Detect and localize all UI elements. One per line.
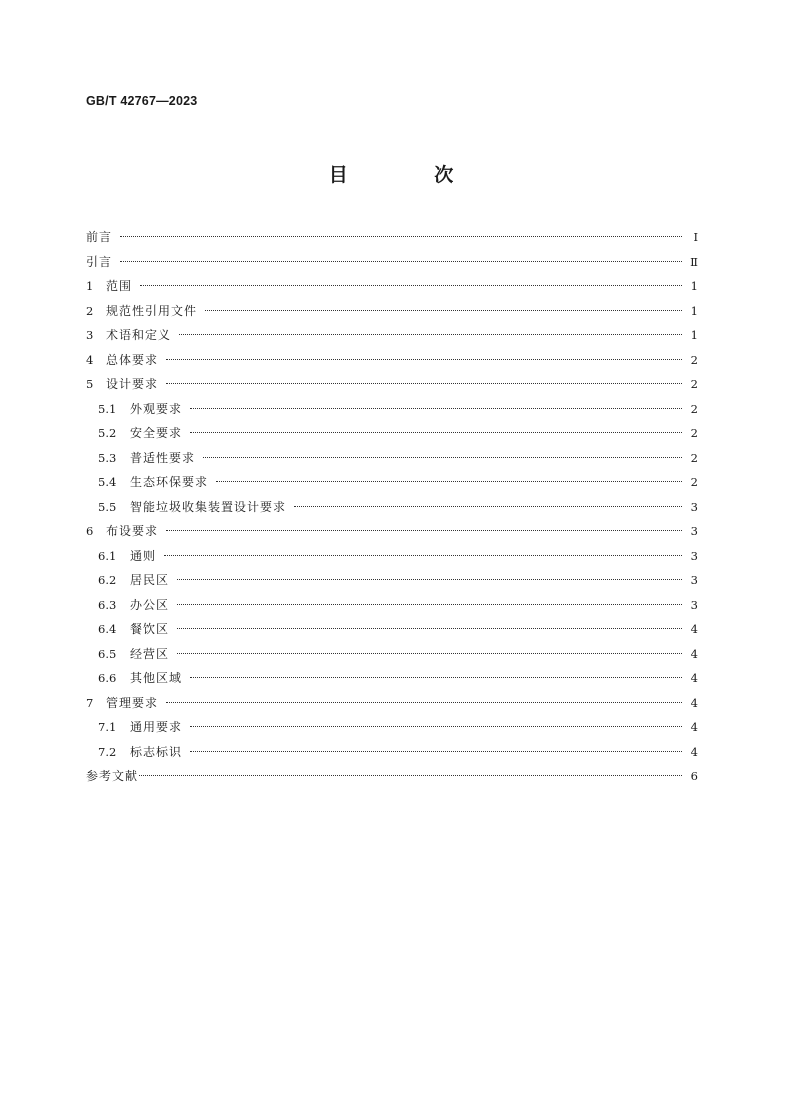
- toc-entry-6-2[interactable]: [86, 571, 698, 596]
- toc-entry-page: 2: [690, 475, 698, 489]
- toc-entry-page: 1: [690, 279, 698, 293]
- toc-entry-page: 4: [690, 646, 698, 661]
- dot-leader: [294, 506, 682, 507]
- toc-entry-page: 4: [690, 695, 698, 710]
- toc-entry-label: 规范性引用文件: [106, 303, 198, 318]
- toc-entry-6-1[interactable]: [86, 547, 698, 572]
- dot-leader: [120, 236, 682, 237]
- table-of-contents: [86, 228, 698, 792]
- toc-entry-number: 5: [86, 377, 94, 391]
- toc-entry-bibliography[interactable]: [86, 767, 698, 792]
- toc-entry-number: 6.3: [98, 597, 117, 612]
- dot-leader: [177, 579, 682, 580]
- toc-entry-5-3[interactable]: [86, 449, 698, 474]
- toc-entry-page: 2: [690, 352, 698, 367]
- toc-entry-page: 2: [690, 450, 698, 465]
- toc-entry-label: 管理要求: [106, 695, 159, 710]
- toc-entry-label: 生态环保要求: [130, 475, 209, 489]
- dot-leader: [120, 261, 682, 262]
- toc-entry-page: 3: [690, 597, 698, 612]
- toc-entry-number: 4: [86, 352, 94, 367]
- toc-entry-label: 经营区: [130, 646, 170, 661]
- toc-entry-label: 安全要求: [130, 426, 183, 440]
- toc-entry-label: 外观要求: [130, 401, 183, 416]
- toc-entry-number: 3: [86, 328, 94, 342]
- toc-entry-5[interactable]: [86, 375, 698, 400]
- dot-leader: [177, 653, 682, 654]
- toc-entry-number: 7.2: [98, 744, 117, 759]
- toc-entry-page: 3: [690, 499, 698, 514]
- toc-entry-introduction[interactable]: [86, 253, 698, 278]
- toc-entry-page: 4: [690, 622, 698, 636]
- dot-leader: [166, 530, 682, 531]
- dot-leader: [139, 775, 682, 776]
- dot-leader: [164, 555, 682, 556]
- toc-entry-label: 智能垃圾收集装置设计要求: [130, 499, 287, 514]
- toc-entry-6[interactable]: [86, 522, 698, 547]
- dot-leader: [203, 457, 682, 458]
- toc-entry-label: 餐饮区: [130, 622, 170, 636]
- toc-entry-3[interactable]: [86, 326, 698, 351]
- dot-leader: [216, 481, 682, 482]
- toc-entry-label: 居民区: [130, 573, 170, 587]
- toc-entry-number: 5.3: [98, 450, 117, 465]
- toc-entry-number: 5.2: [98, 426, 117, 440]
- toc-entry-label: 参考文献: [86, 769, 139, 783]
- toc-entry-number: 5.5: [98, 499, 117, 514]
- toc-entry-5-1[interactable]: [86, 400, 698, 425]
- toc-entry-number: 6.1: [98, 548, 117, 563]
- dot-leader: [190, 677, 682, 678]
- dot-leader: [166, 359, 682, 360]
- toc-entry-label: 总体要求: [106, 352, 159, 367]
- dot-leader: [166, 383, 682, 384]
- dot-leader: [190, 408, 682, 409]
- toc-entry-page: Ⅰ: [693, 230, 698, 244]
- toc-entry-page: 2: [690, 401, 698, 416]
- toc-entry-number: 6.6: [98, 671, 117, 685]
- toc-entry-label: 标志标识: [130, 744, 183, 759]
- toc-entry-number: 6.5: [98, 646, 117, 661]
- toc-entry-page: 1: [690, 303, 698, 318]
- toc-entry-1[interactable]: [86, 277, 698, 302]
- toc-entry-label: 术语和定义: [106, 328, 172, 342]
- toc-entry-6-6[interactable]: [86, 669, 698, 694]
- dot-leader: [190, 751, 682, 752]
- toc-entry-number: 7.1: [98, 720, 117, 734]
- toc-entry-label: 普适性要求: [130, 450, 196, 465]
- toc-entry-6-3[interactable]: [86, 596, 698, 621]
- toc-entry-number: 7: [86, 695, 94, 710]
- dot-leader: [177, 604, 682, 605]
- toc-entry-number: 1: [86, 279, 94, 293]
- toc-entry-label: 办公区: [130, 597, 170, 612]
- toc-entry-label: 引言: [86, 254, 113, 269]
- toc-entry-label: 前言: [86, 230, 113, 244]
- toc-entry-page: 3: [690, 524, 698, 538]
- toc-entry-foreword[interactable]: [86, 228, 698, 253]
- toc-entry-7[interactable]: [86, 694, 698, 719]
- toc-entry-6-4[interactable]: [86, 620, 698, 645]
- toc-entry-7-2[interactable]: [86, 743, 698, 768]
- toc-entry-label: 通用要求: [130, 720, 183, 734]
- toc-entry-label: 布设要求: [106, 524, 159, 538]
- dot-leader: [190, 432, 682, 433]
- toc-entry-4[interactable]: [86, 351, 698, 376]
- toc-entry-page: 2: [690, 377, 698, 391]
- toc-entry-5-4[interactable]: [86, 473, 698, 498]
- toc-entry-number: 6.2: [98, 573, 117, 587]
- toc-entry-page: 2: [690, 426, 698, 440]
- toc-entry-5-2[interactable]: [86, 424, 698, 449]
- toc-entry-page: 6: [690, 769, 698, 783]
- toc-entry-label: 其他区域: [130, 671, 183, 685]
- dot-leader: [166, 702, 682, 703]
- toc-entry-page: 3: [690, 573, 698, 587]
- toc-entry-5-5[interactable]: [86, 498, 698, 523]
- toc-entry-page: 4: [690, 744, 698, 759]
- toc-entry-7-1[interactable]: [86, 718, 698, 743]
- toc-entry-label: 范围: [106, 279, 133, 293]
- page-title: 目 次: [328, 164, 494, 186]
- standard-number: GB/T 42767—2023: [86, 94, 198, 108]
- dot-leader: [190, 726, 682, 727]
- toc-entry-2[interactable]: [86, 302, 698, 327]
- toc-entry-number: 2: [86, 303, 94, 318]
- toc-entry-number: 6.4: [98, 622, 117, 636]
- toc-entry-label: 通则: [130, 548, 157, 563]
- toc-entry-page: 4: [690, 720, 698, 734]
- toc-entry-number: 5.4: [98, 475, 117, 489]
- dot-leader: [177, 628, 682, 629]
- toc-entry-page: Ⅱ: [690, 254, 698, 269]
- toc-entry-page: 3: [690, 548, 698, 563]
- toc-entry-6-5[interactable]: [86, 645, 698, 670]
- toc-entry-number: 5.1: [98, 401, 117, 416]
- toc-entry-number: 6: [86, 524, 94, 538]
- toc-entry-page: 4: [690, 671, 698, 685]
- dot-leader: [179, 334, 682, 335]
- dot-leader: [205, 310, 682, 311]
- dot-leader: [140, 285, 682, 286]
- toc-entry-label: 设计要求: [106, 377, 159, 391]
- toc-entry-page: 1: [690, 328, 698, 342]
